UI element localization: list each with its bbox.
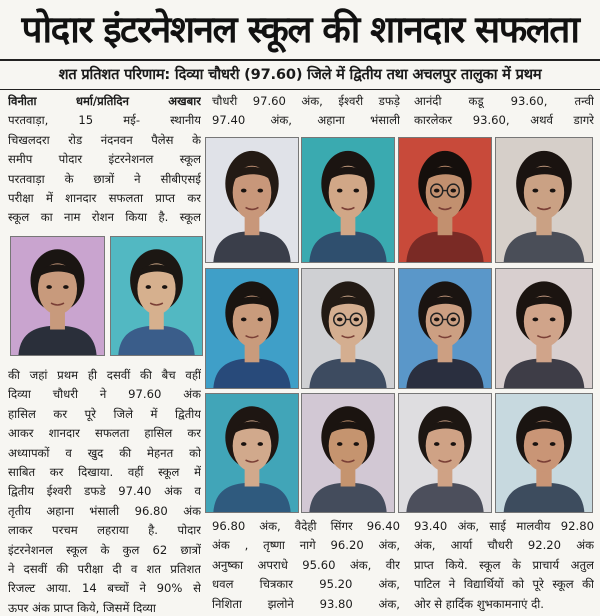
right-eye [550,189,556,193]
body-line: द्वितीय ईश्वरी डफडे 97.40 अंक व [8,484,201,499]
student-photo [495,268,593,389]
portrait-graphic [206,138,298,262]
column-2-line: 97.40 अंक, अहाना भंसाली [212,113,400,128]
subheadline-rule [0,89,600,90]
body-line: की जहां प्रथम ही दसवीं की बैच वहीं [8,368,201,382]
student-photo [205,137,299,263]
left-eye [337,189,343,193]
portrait-graphic [302,269,394,388]
right-eye [63,285,69,289]
column-3-line: प्राप्त किये. स्कूल के प्राचार्य अतुल [414,557,594,572]
left-eye [434,189,440,193]
left-eye [532,318,538,322]
body-line: दिव्या चौधरी ने 97.60 अंक [8,387,201,402]
student-photo [398,137,492,263]
portrait-graphic [302,138,394,262]
column-3-bottom [414,517,594,616]
right-eye [550,442,556,446]
intro-line: स्कूल का नाम रोशन किया है. स्कूल [8,210,201,225]
right-eye [354,442,360,446]
right-eye [258,189,264,193]
student-photo [398,393,492,513]
left-eye [434,442,440,446]
left-eye [241,318,247,322]
left-eye [337,442,343,446]
intro-line: समीप पोदार इंटरनेशनल स्कूल [8,152,201,167]
left-eye [241,442,247,446]
portrait-graphic [496,269,592,388]
column-2-line: 96.80 अंक, वैदेही सिंगर 96.40 [212,519,400,533]
body-line: हासिल कर पूरे जिले में द्वितीय [8,406,201,421]
left-eye [146,285,151,289]
left-eye [434,318,440,322]
student-photo [495,393,593,513]
body-line: आकर शानदार सफलता हासिल कर [8,426,201,441]
intro-column [8,92,201,232]
portrait-graphic [302,394,394,512]
column-2-line: धवल चित्रकार 95.20 अंक, [212,577,400,592]
column-3-line: पाटिल ने विद्यार्थियों को पूरे स्कूल की [414,577,594,592]
right-eye [258,318,264,322]
left-eye [241,189,247,193]
body-line: रिजल्ट आया. 14 बच्चों ने 90% से [8,581,201,596]
left-eye [337,318,343,322]
column-3-line: आनंदी कडू 93.60, तन्वी [414,94,594,108]
portrait-graphic [206,269,298,388]
column-3-line: कारलेकर 93.60, अथर्व डागरे [414,113,594,128]
left-eye [532,442,538,446]
body-line: लाकर परचम लहराया है. पोदार [8,523,201,538]
column-3-line: अंक, आर्या चौधरी 92.20 अंक [414,538,594,553]
body-line: अध्यापकों व खुद की मेहनत को [8,445,201,460]
subheadline: शत प्रतिशत परिणाम: दिव्या चौधरी (97.60) जिले में द्वितीय तथा अचलपुर तालुका में प्रथम [58,66,542,83]
student-photo [10,236,105,356]
body-column [8,366,201,616]
right-eye [451,318,457,322]
body-line: ऊपर अंक प्राप्त किये, जिसमें दिव्या [8,600,156,615]
body-line: इंटरनेशनल स्कूल के कुल 62 छात्रों [8,542,201,557]
portrait-graphic [206,394,298,512]
column-3-top [414,92,594,134]
headline: पोदार इंटरनेशनल स्कूल की शानदार सफलता [21,8,579,51]
intro-line: परीक्षा में शानदार सफलता प्राप्त कर [8,191,201,206]
student-photo [301,137,395,263]
right-eye [451,189,457,193]
student-photo [110,236,203,356]
column-2-line: अंक , तृष्णा नागे 96.20 अंक, [212,538,400,553]
portrait-graphic [496,138,592,262]
student-photo [301,268,395,389]
body-line: ने दसवीं की परीक्षा दी व शत प्रतिशत [8,562,201,577]
right-eye [354,318,360,322]
left-eye [532,189,538,193]
body-line: साबित कर दिखाया. वहीं स्कूल में [8,465,201,480]
column-2-line: अनुष्का अपराधे 95.60 अंक, वीर [212,557,400,572]
intro-line: परतवाड़ा के छात्रों ने सीबीएसई [8,171,201,186]
column-2-line: निशिता झलोने 93.80 अंक, [212,596,400,611]
student-photo [495,137,593,263]
right-eye [451,442,457,446]
portrait-graphic [11,237,104,355]
column-2-top [212,92,400,134]
byline: विनीता धर्मा/प्रतिदिन अखबार [8,94,201,108]
column-3-line: ओर से हार्दिक शुभकामनाएं दी. [414,596,544,611]
right-eye [354,189,360,193]
portrait-graphic [496,394,592,512]
student-photo [205,268,299,389]
left-eye [46,285,52,289]
student-photo [301,393,395,513]
column-2-bottom [212,517,400,616]
portrait-graphic [399,269,491,388]
student-photo [205,393,299,513]
student-photo [398,268,492,389]
portrait-graphic [111,237,202,355]
column-2-line: चौधरी 97.60 अंक, ईश्वरी डफड़े [212,94,400,108]
portrait-graphic [399,138,491,262]
column-3-line: 93.40 अंक, साई मालवीय 92.80 [414,519,594,533]
right-eye [550,318,556,322]
right-eye [162,285,167,289]
portrait-graphic [399,394,491,512]
body-line: तृतीय अहाना भंसाली 96.80 अंक [8,503,201,518]
intro-line: चिखलदरा रोड नंदनवन पैलेस के [8,132,201,147]
right-eye [258,442,264,446]
headline-rule [0,59,600,61]
intro-line: परतवाड़ा, 15 मई- स्थानीय [8,113,201,128]
